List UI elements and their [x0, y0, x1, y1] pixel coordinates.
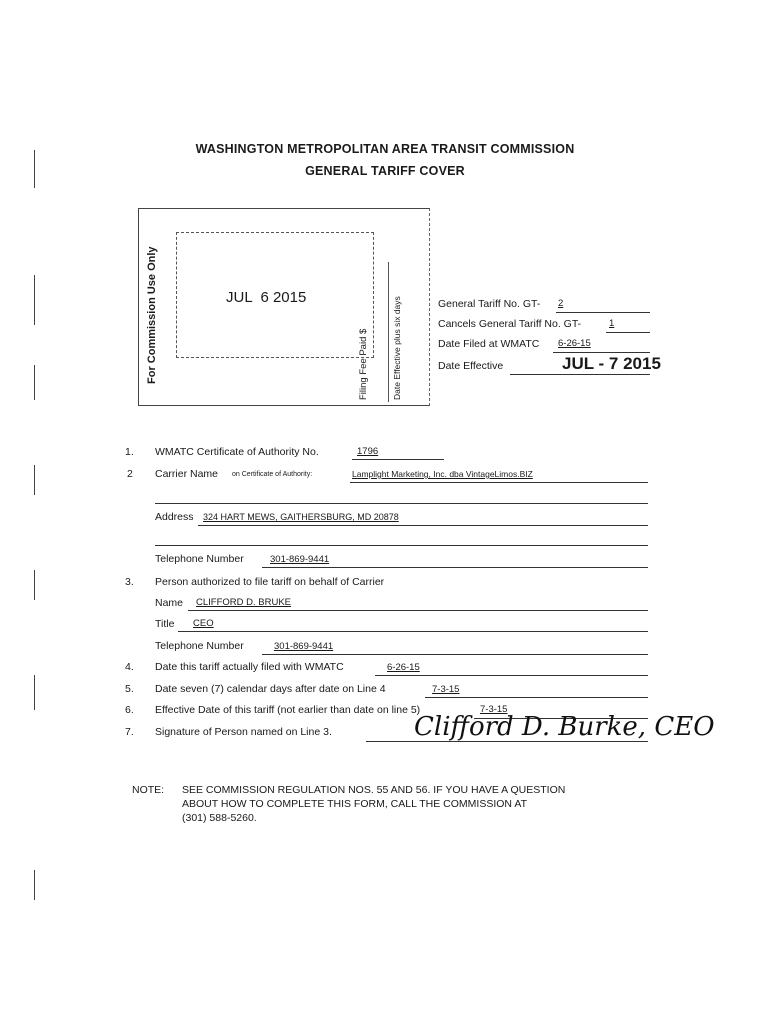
name-label: Name — [155, 597, 184, 609]
date-effective-vertical-label: Date Effective plus six days — [392, 296, 402, 400]
note-line-1: SEE COMMISSION REGULATION NOS. 55 AND 56. IF YOU HAVE A QUESTION — [182, 784, 566, 796]
date-seven-days-line — [425, 697, 648, 698]
telephone-label: Telephone Number — [155, 553, 244, 565]
address-value: 324 HART MEWS, GAITHERSBURG, MD 20878 — [203, 512, 399, 522]
authorized-person-label: Person authorized to file tariff on behalf of Carrier — [155, 576, 385, 588]
box-divider — [388, 262, 389, 402]
address-line-2 — [155, 545, 648, 546]
stamp-date: JUL 6 2015 — [226, 289, 307, 306]
note-line-2: ABOUT HOW TO COMPLETE THIS FORM, CALL THE COMMISSION AT — [182, 798, 527, 810]
date-filed-value: 6-26-15 — [558, 338, 591, 349]
telephone2-value: 301-869-9441 — [274, 641, 334, 652]
margin-mark — [34, 275, 35, 325]
margin-mark — [34, 465, 35, 495]
item-number: 7. — [125, 726, 134, 738]
date-effective-label: Date Effective — [438, 360, 504, 372]
commission-use-label: For Commission Use Only — [146, 246, 158, 384]
item-number: 5. — [125, 683, 134, 695]
margin-mark — [34, 675, 35, 710]
item-number: 4. — [125, 661, 134, 673]
item-number: 3. — [125, 576, 134, 588]
date-filed-wmatc-label: Date this tariff actually filed with WMATC — [155, 661, 344, 673]
title-value: CEO — [193, 618, 214, 629]
title-line — [178, 631, 648, 632]
general-tariff-value: 2 — [558, 298, 564, 309]
margin-mark — [34, 570, 35, 600]
document-subtitle: GENERAL TARIFF COVER — [305, 164, 465, 178]
general-tariff-label: General Tariff No. GT- — [438, 298, 541, 310]
item-number: 6. — [125, 704, 134, 716]
name-value: CLIFFORD D. BRUKE — [196, 597, 292, 608]
date-seven-days-label: Date seven (7) calendar days after date on Line 4 — [155, 683, 386, 695]
date-seven-days-value: 7-3-15 — [432, 684, 460, 695]
filing-fee-label: Filing Fee Paid $ — [358, 328, 369, 400]
telephone2-label: Telephone Number — [155, 640, 244, 652]
name-line — [188, 610, 648, 611]
margin-mark — [34, 365, 35, 400]
carrier-name-label: Carrier Name — [155, 468, 219, 480]
telephone-value: 301-869-9441 — [270, 554, 330, 565]
note-label: NOTE: — [132, 784, 165, 796]
date-filed-line — [553, 352, 650, 353]
telephone-line — [262, 567, 648, 568]
margin-mark — [34, 870, 35, 900]
telephone2-line — [262, 654, 648, 655]
date-effective-line — [510, 374, 650, 375]
cancels-tariff-line — [606, 332, 650, 333]
date-filed-wmatc-value: 6-26-15 — [387, 662, 420, 673]
carrier-name-line-2 — [155, 503, 648, 504]
item-number: 1. — [125, 446, 134, 458]
effective-date-value: 7-3-15 — [480, 704, 508, 715]
title-label: Title — [155, 618, 175, 630]
item-number: 2 — [127, 468, 133, 480]
document-title: WASHINGTON METROPOLITAN AREA TRANSIT COMMISSION — [195, 142, 575, 156]
carrier-name-value: Lamplight Marketing, Inc. dba VintageLimos.BIZ — [352, 469, 533, 479]
carrier-name-sublabel: on Certificate of Authority: — [232, 471, 313, 478]
address-line — [198, 525, 648, 526]
cancels-tariff-label: Cancels General Tariff No. GT- — [438, 318, 582, 330]
certificate-label: WMATC Certificate of Authority No. — [155, 446, 319, 458]
certificate-line — [352, 459, 444, 460]
note-line-3: (301) 588-5260. — [182, 812, 257, 824]
date-filed-wmatc-line — [375, 675, 648, 676]
signature-label: Signature of Person named on Line 3. — [155, 726, 332, 738]
carrier-name-line — [350, 482, 648, 483]
signature: Clifford D. Burke, CEO — [414, 712, 715, 742]
date-filed-label: Date Filed at WMATC — [438, 338, 540, 350]
general-tariff-line — [556, 312, 650, 313]
effective-date-label: Effective Date of this tariff (not earlier than date on line 5) — [155, 704, 421, 716]
date-effective-stamp: JUL - 7 2015 — [562, 354, 661, 373]
certificate-value: 1796 — [357, 446, 379, 457]
cancels-tariff-value: 1 — [609, 318, 615, 329]
address-label: Address — [155, 511, 194, 523]
